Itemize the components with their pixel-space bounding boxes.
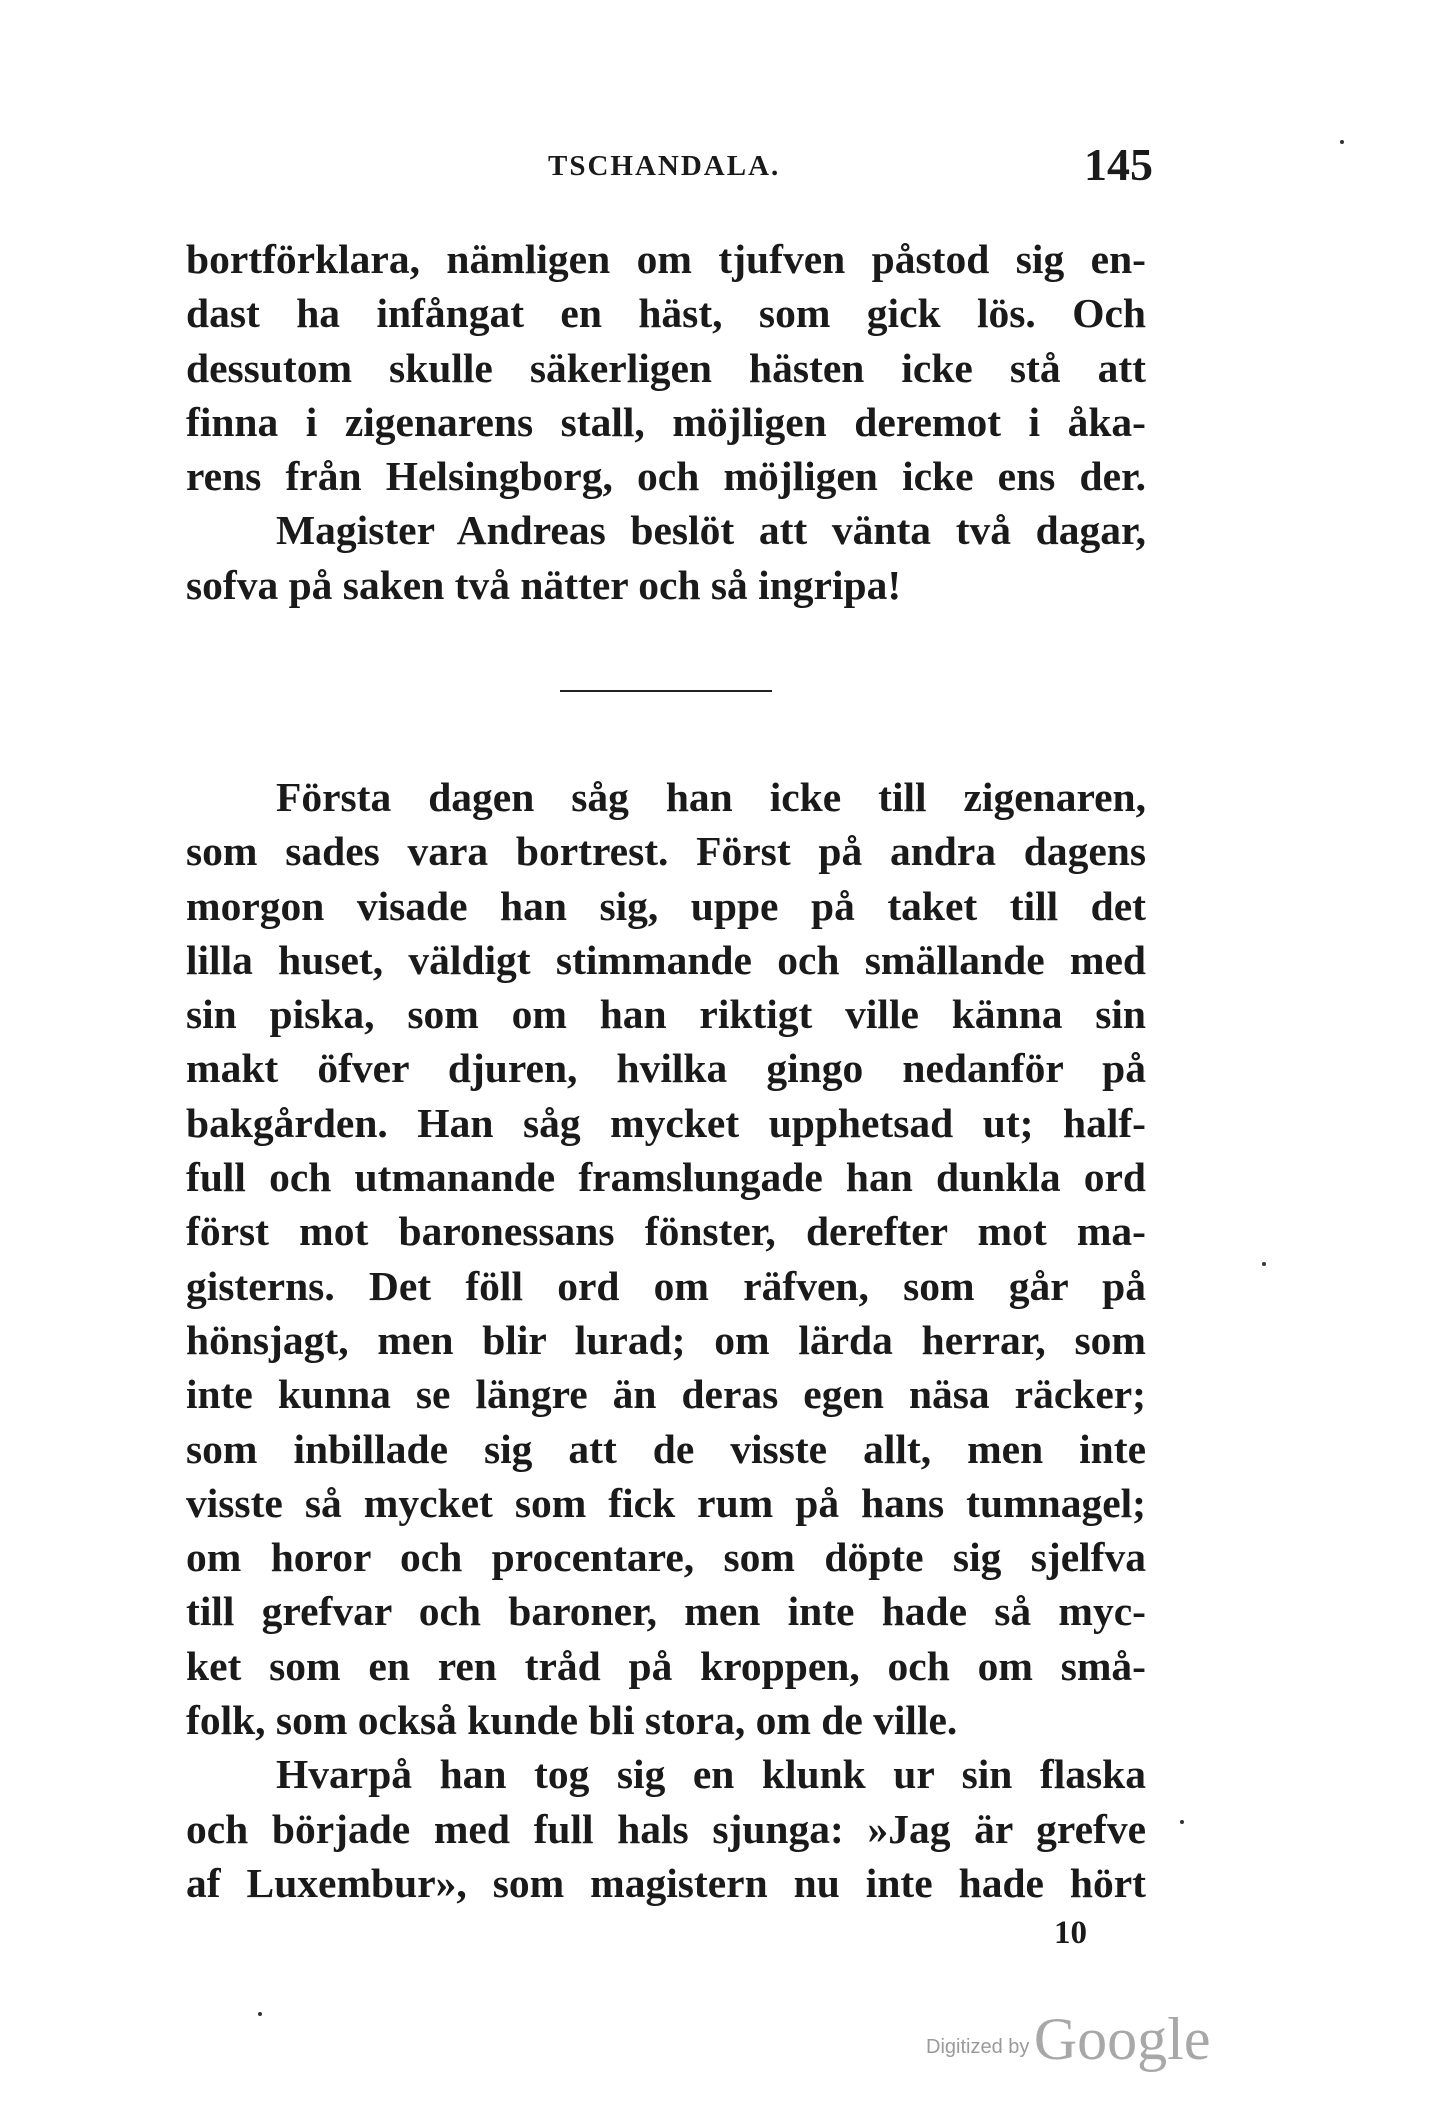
text-line: visste så mycket som fick rum på hans tumnagel; xyxy=(186,1479,1146,1526)
watermark-logo: Google xyxy=(1033,2006,1211,2072)
text-block-bottom xyxy=(186,770,1146,1910)
text-line: makt öfver djuren, hvilka gingo nedanför på xyxy=(186,1045,1146,1092)
text-line: som sades vara bortrest. Först på andra dagens xyxy=(186,828,1146,875)
text-line: gisterns. Det föll ord om räfven, som går på xyxy=(186,1262,1146,1309)
text-line: rens från Helsingborg, och möjligen icke ens der. xyxy=(186,453,1146,500)
scan-speck xyxy=(1340,140,1344,144)
text-line: af Luxembur», som magistern nu inte hade hört xyxy=(186,1859,1146,1906)
text-line: bortförklara, nämligen om tjufven påstod sig en- xyxy=(186,236,1146,282)
text-line: sofva på saken två nätter och så ingripa! xyxy=(186,561,902,608)
text-block-top xyxy=(186,232,1146,612)
signature-mark: 10 xyxy=(1054,1915,1087,1951)
text-line: sin piska, som om han riktigt ville känna sin xyxy=(186,991,1146,1038)
text-line: folk, som också kunde bli stora, om de ville. xyxy=(186,1697,958,1744)
paragraph-4 xyxy=(186,1747,1146,1910)
text-line: först mot baronessans fönster, derefter mot ma- xyxy=(186,1208,1146,1255)
text-line: Första dagen såg han icke till zigenaren, xyxy=(276,774,1146,820)
running-head: TSCHANDALA. xyxy=(548,150,781,182)
digitized-watermark xyxy=(926,2005,1210,2074)
text-line: dast ha infångat en häst, som gick lös. Och xyxy=(186,290,1146,337)
text-line: Magister Andreas beslöt att vänta två dagar, xyxy=(276,507,1146,554)
text-line: lilla huset, väldigt stimmande och smällande med xyxy=(186,936,1146,983)
text-line: till grefvar och baroner, men inte hade så myc- xyxy=(186,1588,1146,1635)
text-line: finna i zigenarens stall, möjligen deremot i åka- xyxy=(186,398,1146,445)
text-line: Hvarpå han tog sig en klunk ur sin flaska xyxy=(276,1751,1146,1798)
text-line: hönsjagt, men blir lurad; om lärda herrar, som xyxy=(186,1316,1146,1363)
text-line: om horor och procentare, som döpte sig sjelfva xyxy=(186,1534,1146,1581)
text-line: ket som en ren tråd på kroppen, och om små- xyxy=(186,1642,1146,1689)
page-number: 145 xyxy=(1084,139,1153,190)
section-separator xyxy=(560,690,772,692)
text-line: inte kunna se längre än deras egen näsa räcker; xyxy=(186,1371,1146,1418)
text-line: dessutom skulle säkerligen hästen icke stå att xyxy=(186,344,1146,391)
text-line: morgon visade han sig, uppe på taket till det xyxy=(186,882,1146,929)
paragraph-1 xyxy=(186,232,1146,503)
text-line: full och utmanande framslungade han dunkla ord xyxy=(186,1154,1146,1201)
text-line: bakgården. Han såg mycket upphetsad ut; half- xyxy=(186,1099,1146,1146)
paragraph-2 xyxy=(186,503,1146,612)
scan-speck xyxy=(1262,1262,1266,1266)
scan-speck xyxy=(258,2012,262,2016)
paragraph-3 xyxy=(186,770,1146,1747)
text-line: och började med full hals sjunga: »Jag är grefve xyxy=(186,1805,1146,1852)
scan-speck xyxy=(1180,1820,1184,1824)
text-line: som inbillade sig att de visste allt, men inte xyxy=(186,1425,1146,1472)
watermark-prefix: Digitized by xyxy=(926,2036,1030,2058)
